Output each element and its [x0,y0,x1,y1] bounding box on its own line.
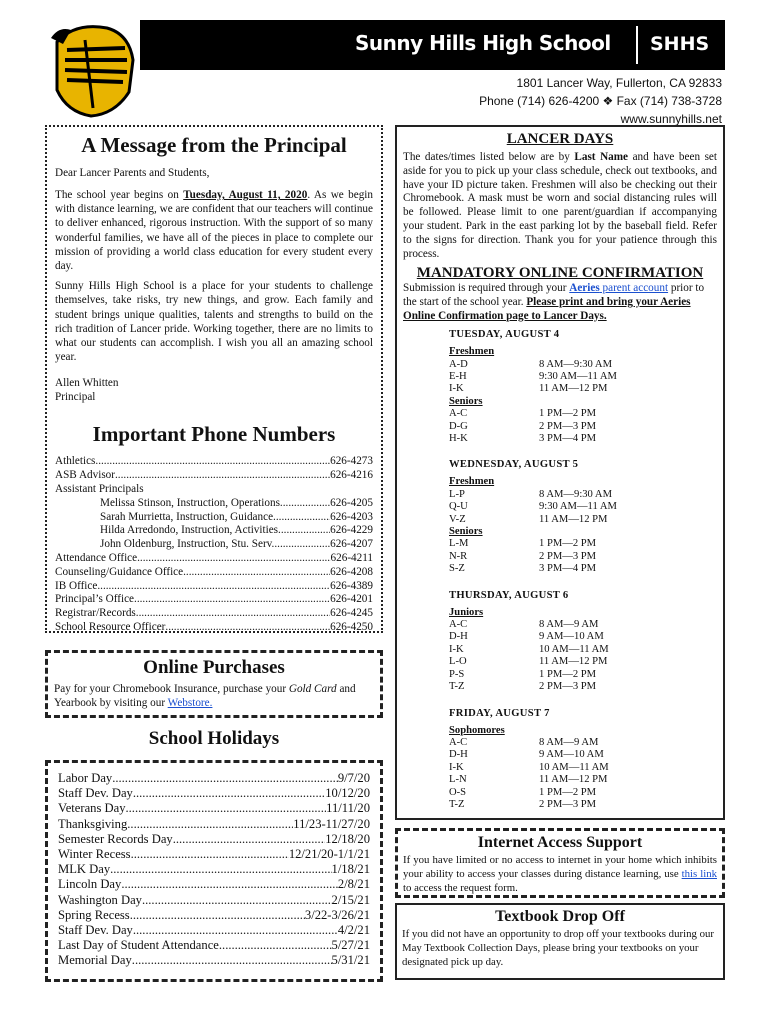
phone-row [55,469,373,483]
slot-time: 9:30 AM—11 AM [539,370,617,382]
slot-time: 9:30 AM—11 AM [539,501,617,513]
slot-time: 3 PM—4 PM [539,433,597,444]
phone-number: 626-4273 [330,455,373,468]
slot-time: 8 AM—9:30 AM [539,488,612,500]
holiday-row [58,923,370,938]
day-spacer [449,694,717,702]
phone-number: 626-4245 [330,607,373,620]
internet-title: Internet Access Support [477,834,643,851]
slot-range: N-R [449,550,468,562]
schedule-slot [449,371,717,383]
slot-time: 1 PM—2 PM [539,786,597,798]
slot-range: H-K [449,433,468,444]
textbook-text: If you did not have an opportunity to drop off your textbooks during our May Textbook Collection Days, please bring your textbooks on your designated pick up day. [402,928,714,968]
schedule-slot [449,408,717,420]
greeting: Dear Lancer Parents and Students, [55,167,210,179]
slot-time: 11 AM—12 PM [539,656,608,668]
holiday-date: 9/7/20 [337,771,370,785]
slot-range: S-Z [449,563,465,575]
day-spacer [449,445,717,453]
leader-dots [121,877,338,892]
slot-range: A-C [449,408,468,420]
leader-dots [142,893,332,908]
holiday-name: Winter Recess [58,847,131,862]
phone-name: IB Office [55,579,98,592]
holiday-name: Thanksgiving [58,816,128,831]
phone-row [55,593,373,607]
phone-row [55,483,373,497]
lancer-intro: The dates/times listed below are by Last Name and have been set aside for you to pick up your class schedule, check out textbooks, and have your ID picture taken. Freshmen will also be checking out their Chromebook. A mask must be worn and social distancing rules will be followed. Please limit to one parent/guardian if accompanying your student. Park in the east parking lot by the baseball field. Refer to the signs for direction. Thank you for your patience through this process. [403,151,718,260]
schedule-slot [449,619,717,631]
school-abbr: SHHS [650,33,710,55]
phone-row [55,455,373,469]
holiday-name: Spring Recess [58,907,130,922]
leader-dots [126,801,327,816]
schedule-group: Seniors [449,526,483,538]
leader-dots [112,771,338,786]
day-spacer [449,576,717,584]
phone-row [55,621,373,635]
holiday-row [58,847,370,862]
slot-range: L-N [449,774,467,786]
slot-range: A-C [449,619,468,631]
holiday-name: Memorial Day [58,953,132,968]
holiday-date: 5/31/21 [331,953,370,968]
phone-name: Assistant Principals [55,483,144,496]
school-website[interactable]: www.sunnyhills.net [620,112,722,126]
phone-name: Hilda Arredondo, Instruction, Activities [100,524,279,537]
holiday-name: Semester Records Day [58,831,173,846]
phone-name: Counseling/Guidance Office [55,565,184,578]
schedule-slot [449,669,717,681]
holiday-name: MLK Day [58,862,111,877]
holiday-row [58,786,370,801]
slot-range: L-P [449,488,465,500]
phone-row [55,580,373,594]
holiday-name: Labor Day [58,771,113,785]
principal-paragraph-1: The school year begins on Tuesday, August 11, 2020. As we begin with distance learning, we are confident that our teachers will continue to deliver enhanced, rigorous instruction. With the support of so many wonderful families, we have all of the pieces in place to complete our mission of providing a world class education for every student every day. [55,189,374,273]
schedule-slot [449,799,717,811]
school-name: Sunny Hills High School [355,31,611,55]
leader-dots [110,862,331,877]
internet-text: If you have limited or no access to internet in your home which inhibits your ability to access your classes during distance learning, use this link to access the request form. [403,854,717,894]
principal-message-box [45,125,383,633]
leader-dots [115,469,330,483]
signature-name: Allen Whitten [55,377,119,390]
slot-range: E-H [449,370,467,382]
leader-dots [97,580,330,594]
slot-range: L-O [449,656,467,668]
school-address: 1801 Lancer Way, Fullerton, CA 92833 [516,76,722,90]
holiday-row [58,801,370,816]
slot-range: O-S [449,786,467,798]
school-contact [479,74,722,128]
slot-time: 2 PM—3 PM [539,550,597,562]
lancer-title: LANCER DAYS [506,131,614,147]
leader-dots [219,938,332,953]
holiday-date: 3/22-3/26/21 [304,907,370,922]
slot-time: 11 AM—12 PM [539,383,608,395]
slot-time: 2 PM—3 PM [539,681,597,693]
slot-time: 11 AM—12 PM [539,513,608,525]
phone-number: 626-4250 [330,621,373,633]
slot-range: P-S [449,668,465,680]
phone-number: 626-4201 [330,593,373,606]
slot-time: 3 PM—4 PM [539,563,597,575]
phone-number: 626-4208 [330,565,373,578]
online-title: Online Purchases [143,657,285,678]
phone-number: 626-4229 [330,524,373,537]
phone-row [55,511,373,525]
holiday-name: Veterans Day [58,801,126,816]
slot-time: 2 PM—3 PM [539,420,597,432]
leader-dots [136,607,330,621]
phones-title: Important Phone Numbers [92,422,336,447]
leader-dots [280,497,330,511]
phone-name: Registrar/Records [55,607,136,620]
leader-dots [133,923,338,938]
schedule-slot [449,383,717,395]
holiday-date: 12/18/20 [325,831,370,846]
slot-range: T-Z [449,681,465,693]
schedule-slot [449,749,717,761]
schedule-group: Seniors [449,395,483,407]
slot-range: A-C [449,736,468,748]
leader-dots [274,538,330,552]
leader-dots [134,593,330,607]
slot-range: I-K [449,761,464,773]
holiday-date: 2/8/21 [337,877,370,892]
holiday-row [58,893,370,908]
schedule-slot [449,737,717,749]
schedule-slot [449,762,717,774]
slot-time: 11 AM—12 PM [539,774,608,786]
slot-range: V-Z [449,513,466,525]
holiday-date: 10/12/20 [325,786,370,801]
phone-row [55,552,373,566]
schedule-slot [449,774,717,786]
schedule-slot [449,787,717,799]
holiday-name: Last Day of Student Attendance [58,938,219,953]
schedule-day: TUESDAY, AUGUST 4 [449,329,560,341]
leader-dots [132,953,332,968]
schedule-slot [449,551,717,563]
phone-name: ASB Advisor [55,469,115,482]
phone-number: 626-4203 [330,510,373,523]
phone-name: Melissa Stinson, Instruction, Operations [100,496,280,509]
phone-row [55,524,373,538]
phone-name: Athletics [55,455,96,468]
phone-row [55,538,373,552]
schedule [449,329,717,811]
schedule-slot [449,501,717,513]
schedule-group: Juniors [449,606,484,618]
holiday-date: 5/27/21 [331,938,370,953]
leader-dots [165,621,330,635]
schedule-slot [449,489,717,501]
holidays-title: School Holidays [148,728,280,749]
mandatory-text: Submission is required through your Aeries parent account prior to the start of the school year. Please print and bring your Aeries Online Confirmation page to Lancer Days. [403,282,705,322]
slot-time: 2 PM—3 PM [539,798,597,810]
holiday-list [58,771,370,969]
slot-time: 1 PM—2 PM [539,668,597,680]
leader-dots [131,847,289,862]
holiday-row [58,862,370,877]
slot-time: 10 AM—11 AM [539,761,609,773]
signature-title: Principal [55,391,96,404]
schedule-day: WEDNESDAY, AUGUST 5 [449,459,579,471]
webstore-link[interactable]: Webstore. [167,697,213,709]
holiday-row [58,908,370,923]
lancer-days-box [395,125,725,820]
phone-number: 626-4389 [330,579,373,592]
leader-dots [183,566,330,580]
slot-range: T-Z [449,798,465,810]
phone-name: Attendance Office [55,552,138,565]
schedule-slot [449,514,717,526]
holiday-date: 12/21/20-1/1/21 [288,847,370,862]
holiday-name: Staff Dev. Day [58,923,133,938]
phone-number: 626-4211 [330,552,373,565]
schedule-day: FRIDAY, AUGUST 7 [449,707,550,719]
holiday-row [58,817,370,832]
slot-range: D-H [449,749,468,761]
signature [55,376,373,404]
textbook-title: Textbook Drop Off [495,908,625,925]
holiday-row [58,953,370,968]
slot-time: 10 AM—11 AM [539,643,609,655]
phone-row [55,607,373,621]
phone-number: 626-4216 [330,469,373,482]
slot-time: 9 AM—10 AM [539,631,604,643]
holiday-row [58,877,370,892]
slot-time: 8 AM—9 AM [539,619,599,631]
holiday-name: Lincoln Day [58,877,122,892]
leader-dots [130,908,305,923]
principal-paragraph-2: Sunny Hills High School is a place for your students to challenge themselves, take risks, try new things, and grow. Each family and student brings unique qualities, talents and strengths to build on the rich tradition of Lancer pride. Working together, there are no limits to what our students can accomplish. I wish you all an amazing school year. [55,280,373,364]
schedule-slot [449,433,717,445]
lancer-knight-logo [45,20,140,120]
phone-number: 626-4205 [330,496,373,509]
internet-access-box [395,828,725,898]
phone-name: John Oldenburg, Instruction, Stu. Serv. [100,538,275,551]
holiday-date: 11/23-11/27/20 [293,816,370,831]
slot-range: Q-U [449,501,468,513]
slot-range: L-M [449,538,469,550]
online-purchases-box [45,650,383,718]
slot-range: I-K [449,643,464,655]
phone-row [55,497,373,511]
phone-name: Sarah Murrietta, Instruction, Guidance [100,510,274,523]
leader-dots [173,832,326,847]
holiday-row [58,771,370,786]
schedule-slot [449,563,717,575]
schedule-group: Sophomores [449,724,505,736]
schedule-slot [449,359,717,371]
schedule-slot [449,631,717,643]
phone-list [55,455,373,634]
phone-name: School Resource Officer [55,621,166,633]
slot-range: D-G [449,420,468,432]
leader-dots [137,552,330,566]
schedule-group: Freshmen [449,346,495,358]
holiday-row [58,938,370,953]
online-text: Pay for your Chromebook Insurance, purchase your Gold Card and Yearbook by visiting our Webstore. [54,683,356,709]
slot-time: 9 AM—10 AM [539,749,604,761]
schedule-slot [449,644,717,656]
start-date: Tuesday, August 11, 2020 [183,189,308,201]
slot-range: A-D [449,358,468,370]
slot-range: D-H [449,631,468,643]
slot-time: 8 AM—9 AM [539,736,599,748]
school-phone-fax: Phone (714) 626-4200 ❖ Fax (714) 738-3728 [479,94,722,108]
schedule-group: Freshmen [449,476,495,488]
principal-title: A Message from the Principal [81,133,347,157]
aeries-link[interactable]: Aeries [569,282,600,295]
schedule-slot [449,538,717,550]
schedule-slot [449,656,717,668]
schedule-day: THURSDAY, AUGUST 6 [449,589,569,601]
holiday-name: Washington Day [58,892,142,907]
schedule-slot [449,421,717,433]
holiday-name: Staff Dev. Day [58,786,133,801]
holiday-row [58,832,370,847]
leader-dots [95,455,330,469]
header-separator [636,26,638,64]
holiday-date: 4/2/21 [337,923,370,938]
leader-dots [278,524,330,538]
phone-number: 626-4207 [330,538,373,551]
holiday-date: 1/18/21 [331,862,370,877]
slot-range: I-K [449,383,464,395]
holidays-box [45,760,383,982]
mandatory-title: MANDATORY ONLINE CONFIRMATION [416,265,704,282]
phone-row [55,566,373,580]
request-form-link[interactable]: this link [681,867,717,880]
slot-time: 1 PM—2 PM [539,538,597,550]
schedule-slot [449,681,717,693]
holiday-date: 11/11/20 [326,801,370,816]
textbook-dropoff-box [395,903,725,980]
slot-time: 1 PM—2 PM [539,408,597,420]
slot-time: 8 AM—9:30 AM [539,358,612,370]
leader-dots [127,817,293,832]
leader-dots [133,786,325,801]
leader-dots [273,511,330,525]
phone-name: Principal’s Office [55,593,135,606]
parent-account-link[interactable]: parent account [599,282,669,295]
holiday-date: 2/15/21 [331,892,370,907]
